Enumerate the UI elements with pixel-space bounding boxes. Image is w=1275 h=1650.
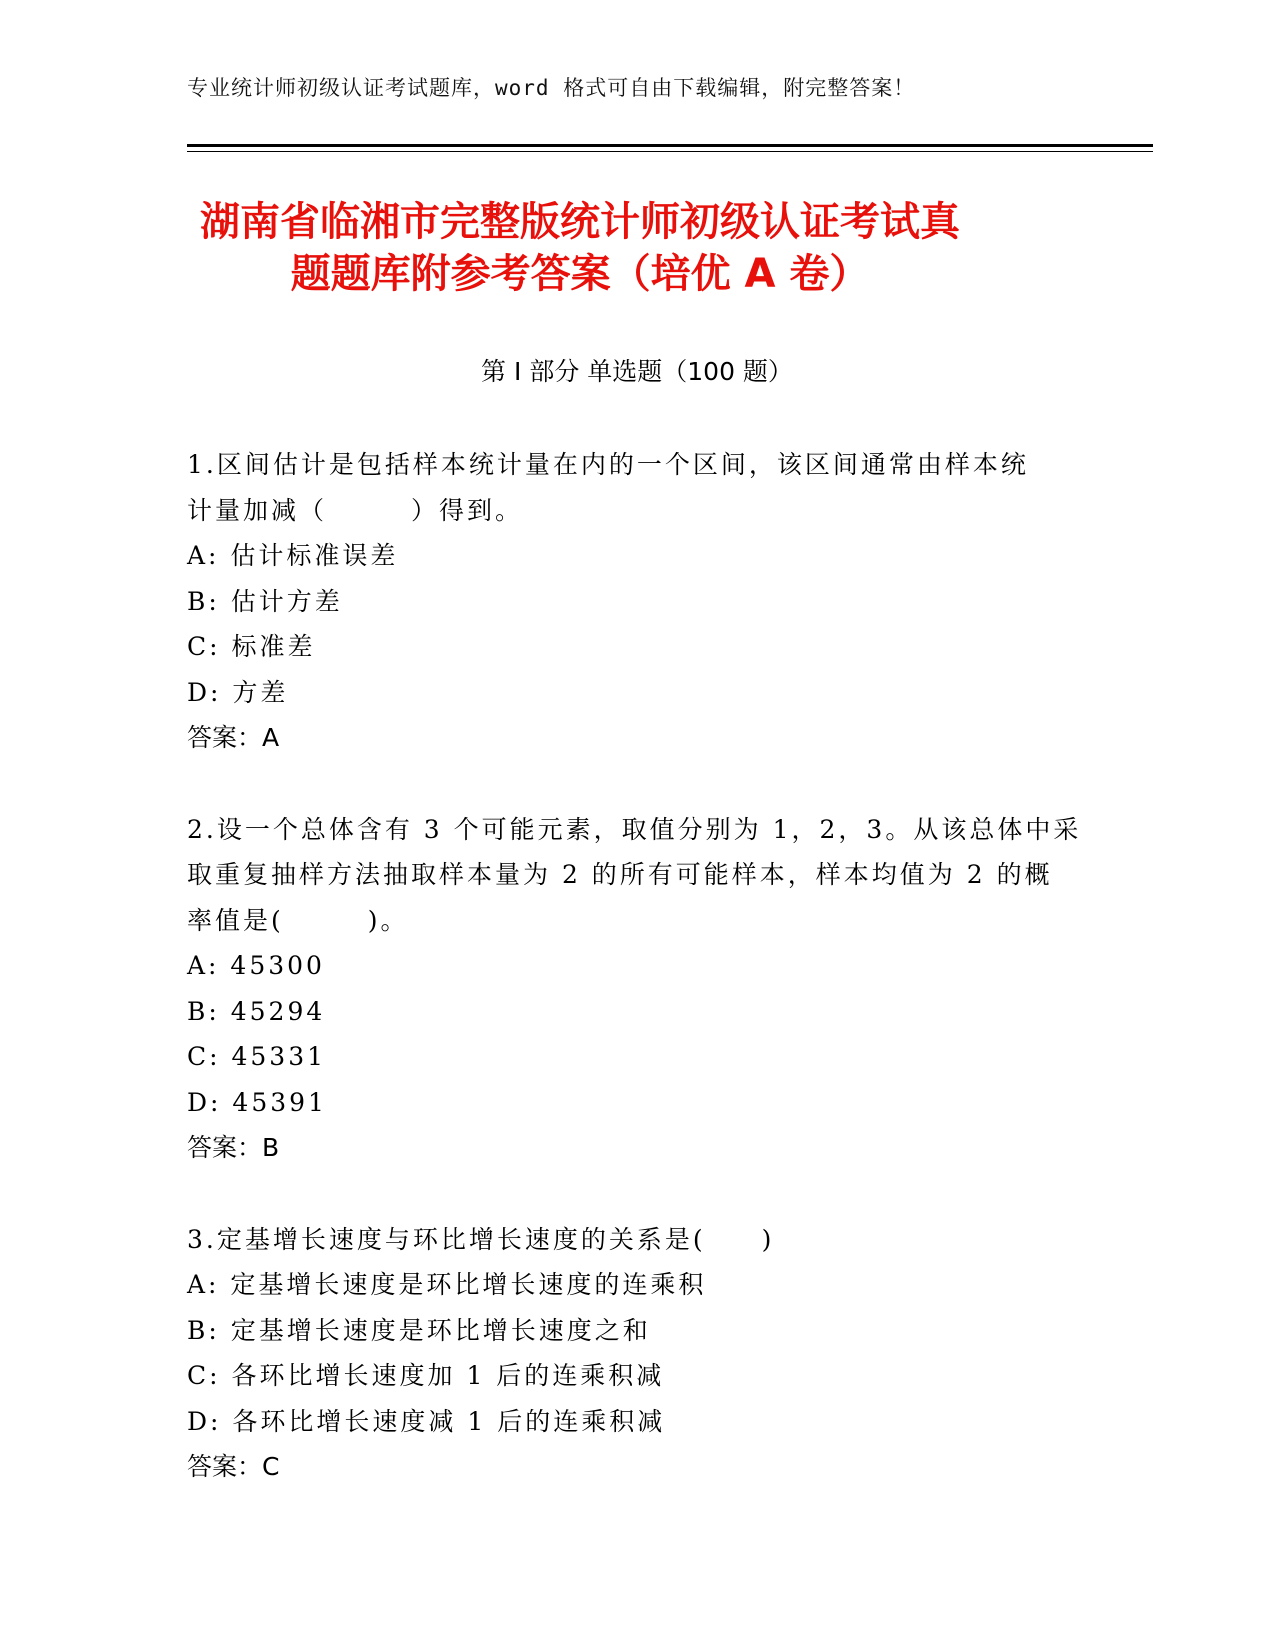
question-stem-line: 2.设一个总体含有 3 个可能元素，取值分别为 1，2，3。从该总体中采 [187,814,1082,844]
question-stem-line: 1.区间估计是包括样本统计量在内的一个区间，该区间通常由样本统 [187,450,1029,479]
question-1 [187,442,1087,761]
option-d: D: 方差 [187,677,289,707]
option-b: B: 估计方差 [187,586,343,616]
option-a: A: 估计标准误差 [187,541,399,570]
question-stem-line: 3.定基增长速度与环比增长速度的关系是( ) [187,1224,775,1254]
question-stem-line: 取重复抽样方法抽取样本量为 2 的所有可能样本，样本均值为 2 的概 [187,860,1053,889]
option-c: C: 标准差 [187,632,316,661]
question-2 [187,807,1087,1171]
document-title-line-2: 题题库附参考答案（培优 A 卷） [290,251,870,297]
answer-label: 答案：A [187,723,280,752]
section-title: 第 I 部分 单选题（100 题） [481,357,793,386]
document-title-line-1: 湖南省临湘市完整版统计师初级认证考试真 [200,199,960,245]
header-rule-thick [187,144,1153,147]
header-rule-thin [187,151,1153,152]
option-d: D: 45391 [187,1087,327,1117]
header-note: 专业统计师初级认证考试题库，word 格式可自由下载编辑，附完整答案！ [187,76,916,100]
question-list [187,442,1087,1536]
question-stem-line: 率值是( )。 [187,905,409,935]
question-3 [187,1217,1087,1490]
option-b: B: 定基增长速度是环比增长速度之和 [187,1315,651,1345]
option-a: A: 45300 [187,951,325,980]
answer-label: 答案：C [187,1452,280,1481]
question-stem-line: 计量加减（ ）得到。 [187,495,524,525]
option-c: C: 各环比增长速度加 1 后的连乘积减 [187,1361,665,1390]
answer-label: 答案：B [187,1133,280,1162]
option-d: D: 各环比增长速度减 1 后的连乘积减 [187,1406,666,1436]
option-b: B: 45294 [187,996,326,1026]
option-a: A: 定基增长速度是环比增长速度的连乘积 [187,1270,707,1299]
option-c: C: 45331 [187,1042,327,1071]
document-title [130,196,1030,300]
